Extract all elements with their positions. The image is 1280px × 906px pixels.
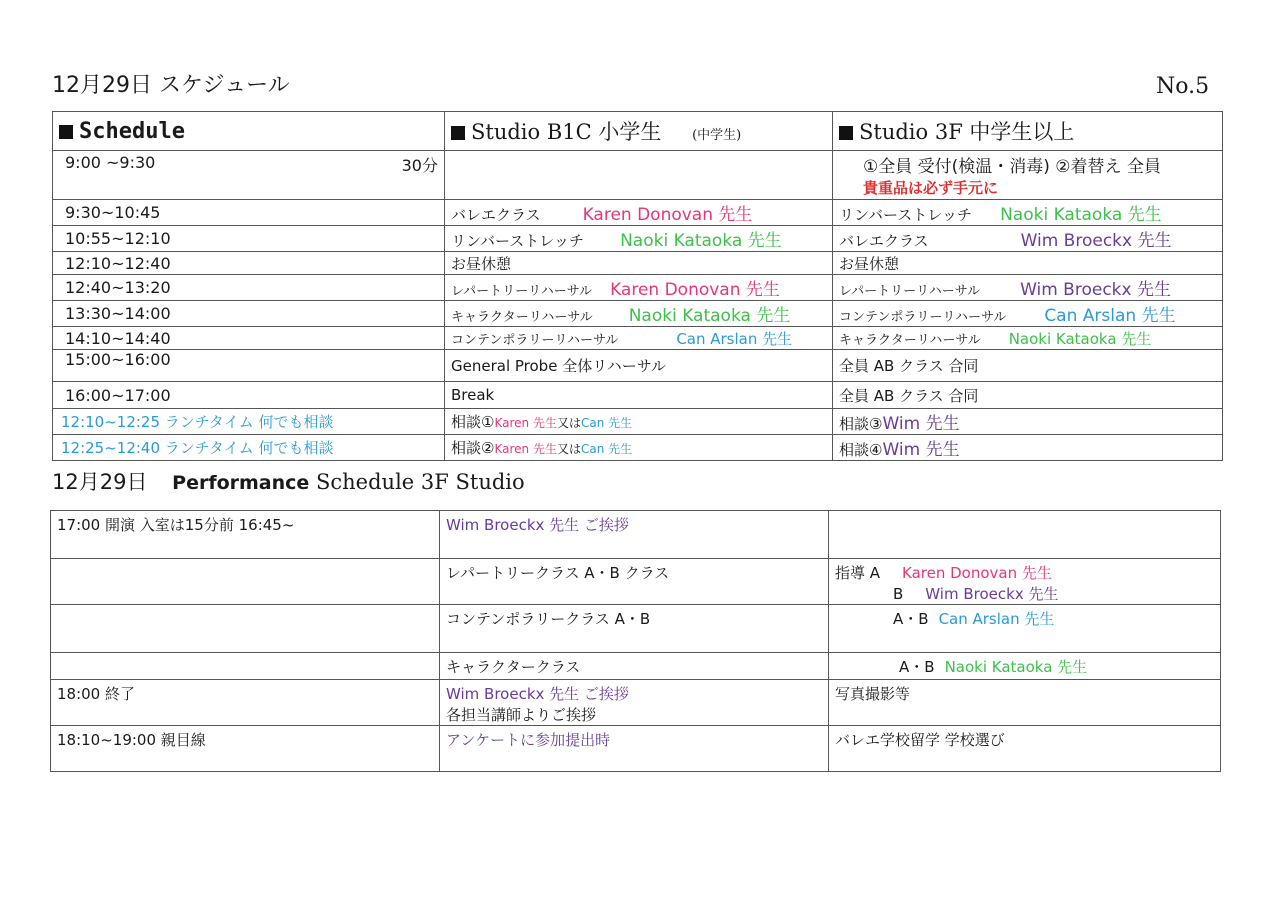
- b1c-cell: リンバーストレッチ Naoki Kataoka 先生: [445, 226, 833, 252]
- perf-time-cell: 18:00 終了: [51, 680, 440, 726]
- time-cell: 12:10~12:40: [53, 252, 445, 275]
- s3f-cell: レパートリーリハーサル Wim Broeckx 先生: [833, 275, 1223, 301]
- b1c-cell: コンテンポラリーリハーサル Can Arslan 先生: [445, 327, 833, 350]
- s3f-cell: ①全員 受付(検温・消毒) ②着替え 全員 貴重品は必ず手元に: [833, 151, 1223, 200]
- schedule-row: [53, 200, 1223, 226]
- schedule-row: [53, 275, 1223, 301]
- time-cell: 14:10~14:40: [53, 327, 445, 350]
- perf-program-cell: Wim Broeckx 先生 ご挨拶: [440, 511, 829, 559]
- perf-program-cell: コンテンポラリークラス A・B: [440, 605, 829, 653]
- perf-time-cell: [51, 653, 440, 680]
- time-cell: 13:30~14:00: [53, 301, 445, 327]
- performance-row: [51, 559, 1221, 605]
- schedule-row: [53, 382, 1223, 409]
- studio-3f-header-cell: Studio 3F 中学生以上: [833, 112, 1223, 151]
- page-title: 12月29日 スケジュール: [52, 73, 290, 98]
- schedule-row: [53, 409, 1223, 435]
- perf-program-cell: アンケートに参加提出時: [440, 726, 829, 772]
- s3f-cell: コンテンポラリーリハーサル Can Arslan 先生: [833, 301, 1223, 327]
- b1c-cell: レパートリーリハーサル Karen Donovan 先生: [445, 275, 833, 301]
- perf-teacher-cell: A・B Naoki Kataoka 先生: [829, 653, 1221, 680]
- s3f-cell: 相談④Wim 先生: [833, 435, 1223, 461]
- performance-row: [51, 653, 1221, 680]
- perf-teacher-cell: バレエ学校留学 学校選び: [829, 726, 1221, 772]
- b1c-cell: 相談②Karen 先生又はCan 先生: [445, 435, 833, 461]
- schedule-row: [53, 435, 1223, 461]
- time-cell: 9:30~10:45: [53, 200, 445, 226]
- performance-table: [50, 510, 1221, 772]
- b1c-cell: Break: [445, 382, 833, 409]
- performance-row: [51, 726, 1221, 772]
- perf-time-cell: [51, 605, 440, 653]
- schedule-table: [52, 111, 1223, 461]
- time-cell: 16:00~17:00: [53, 382, 445, 409]
- schedule-row: [53, 151, 1223, 200]
- b1c-cell: General Probe 全体リハーサル: [445, 350, 833, 382]
- s3f-cell: 全員 AB クラス 合同: [833, 382, 1223, 409]
- perf-program-cell: レパートリークラス A・B クラス: [440, 559, 829, 605]
- page-number: No.5: [1156, 74, 1210, 99]
- s3f-cell: キャラクターリハーサル Naoki Kataoka 先生: [833, 327, 1223, 350]
- s3f-cell: 相談③Wim 先生: [833, 409, 1223, 435]
- square-bullet-icon: [451, 126, 465, 140]
- perf-time-cell: 18:10~19:00 親目線: [51, 726, 440, 772]
- performance-row: [51, 680, 1221, 726]
- square-bullet-icon: [59, 125, 73, 139]
- time-cell: 15:00~16:00: [53, 350, 445, 382]
- s3f-cell: 全員 AB クラス 合同: [833, 350, 1223, 382]
- square-bullet-icon: [839, 126, 853, 140]
- s3f-cell: お昼休憩: [833, 252, 1223, 275]
- b1c-cell: バレエクラス Karen Donovan 先生: [445, 200, 833, 226]
- time-cell: 10:55~12:10: [53, 226, 445, 252]
- time-cell: 12:10~12:25 ランチタイム 何でも相談: [53, 409, 445, 435]
- performance-title: 12月29日 Performance Schedule 3F Studio: [52, 470, 525, 494]
- perf-teacher-cell: A・B Can Arslan 先生: [829, 605, 1221, 653]
- time-cell: 12:25~12:40 ランチタイム 何でも相談: [53, 435, 445, 461]
- s3f-cell: バレエクラス Wim Broeckx 先生: [833, 226, 1223, 252]
- duration-label: 30分: [401, 156, 438, 175]
- b1c-cell: キャラクターリハーサル Naoki Kataoka 先生: [445, 301, 833, 327]
- s3f-cell: リンバーストレッチ Naoki Kataoka 先生: [833, 200, 1223, 226]
- performance-row: [51, 511, 1221, 559]
- schedule-row: [53, 301, 1223, 327]
- perf-program-cell: Wim Broeckx 先生 ご挨拶 各担当講師よりご挨拶: [440, 680, 829, 726]
- schedule-header-row: [53, 112, 1223, 151]
- performance-row: [51, 605, 1221, 653]
- b1c-cell: [445, 151, 833, 200]
- schedule-header-cell: Schedule: [53, 112, 445, 151]
- perf-time-cell: 17:00 開演 入室は15分前 16:45~: [51, 511, 440, 559]
- b1c-cell: 相談①Karen 先生又はCan 先生: [445, 409, 833, 435]
- schedule-row: [53, 350, 1223, 382]
- perf-teacher-cell: [829, 511, 1221, 559]
- schedule-row: [53, 252, 1223, 275]
- perf-time-cell: [51, 559, 440, 605]
- perf-program-cell: キャラクタークラス: [440, 653, 829, 680]
- schedule-row: [53, 327, 1223, 350]
- time-cell: 9:00 ~9:30 30分: [53, 151, 445, 200]
- perf-teacher-cell: 写真撮影等: [829, 680, 1221, 726]
- time-cell: 12:40~13:20: [53, 275, 445, 301]
- studio-b1c-header-cell: Studio B1C 小学生 (中学生): [445, 112, 833, 151]
- perf-teacher-cell: 指導 A Karen Donovan 先生 B Wim Broeckx 先生: [829, 559, 1221, 605]
- schedule-row: [53, 226, 1223, 252]
- b1c-cell: お昼休憩: [445, 252, 833, 275]
